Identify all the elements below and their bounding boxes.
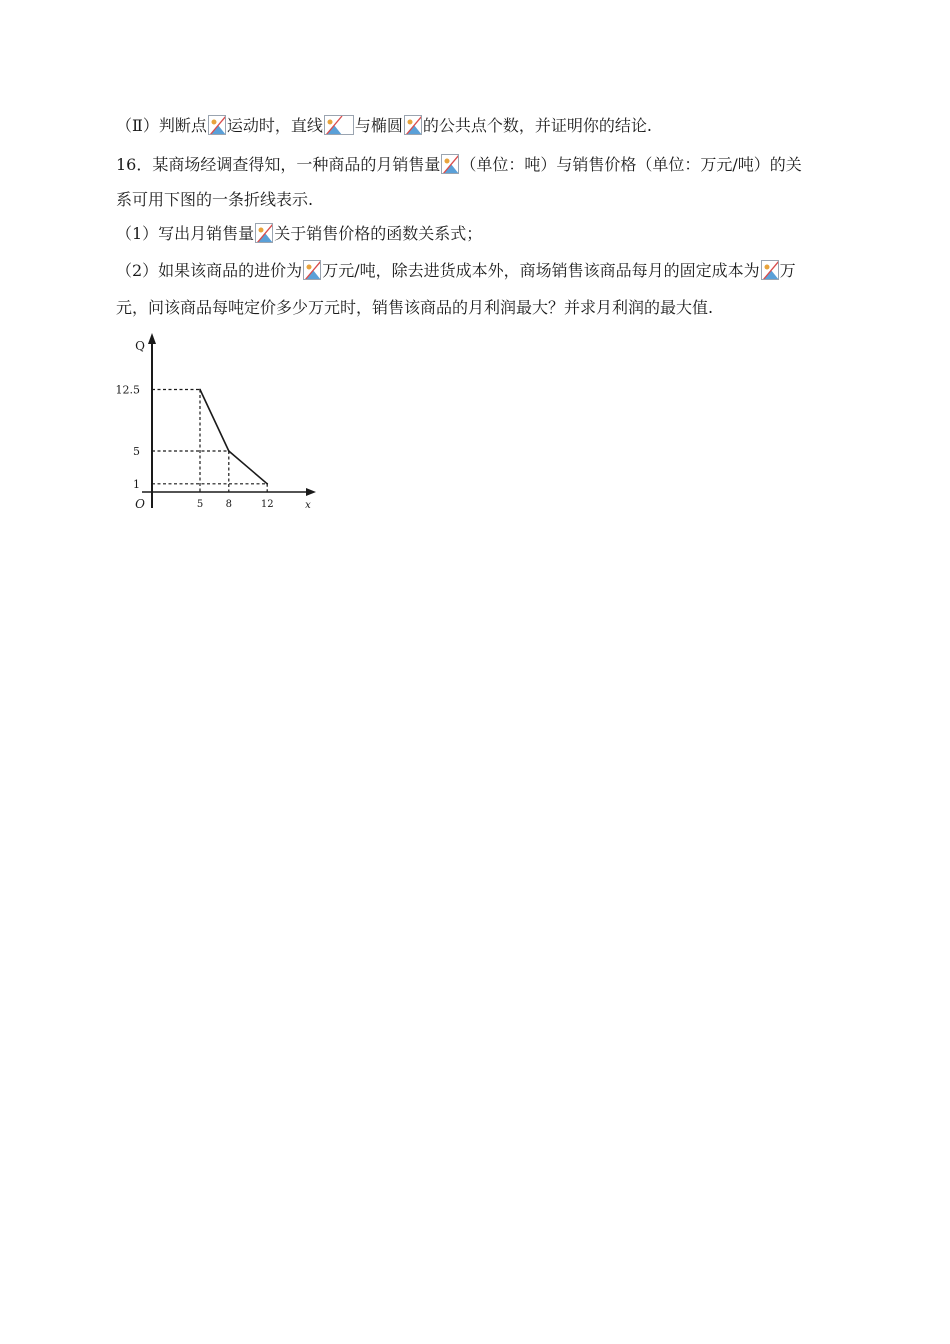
question-16-part-2 (116, 259, 796, 283)
x-axis-label: x (305, 500, 311, 511)
y-axis-label: Q (135, 339, 145, 353)
text-segment: 的公共点个数，并证明你的结论. (422, 116, 653, 135)
data-point (266, 483, 268, 485)
data-point (199, 389, 201, 391)
broken-image-icon (303, 260, 321, 280)
x-tick-label: 5 (196, 499, 204, 510)
origin-label: O (135, 497, 145, 511)
text-segment: （2）如果该商品的进价为 (116, 261, 303, 280)
text-segment: 关于销售价格的函数关系式； (274, 224, 483, 243)
y-tick-label: 1 (133, 477, 140, 491)
text-segment: 与椭圆 (354, 116, 403, 135)
question-16-stem (116, 153, 802, 177)
broken-image-icon (404, 115, 422, 135)
y-tick-label: 5 (133, 445, 140, 458)
text-segment: （单位：吨）与销售价格（单位：万元/吨）的关 (460, 155, 802, 174)
broken-image-icon (255, 223, 273, 243)
x-tick-label: 8 (225, 499, 232, 510)
text-segment: 元，问该商品每吨定价多少万元时，销售该商品的月利润最大？并求月利润的最大值. (116, 298, 714, 317)
sales-graph-svg (108, 330, 328, 520)
question-16-stem-cont (116, 188, 313, 212)
text-segment: （Ⅱ）判断点 (116, 116, 207, 135)
text-segment: 万元/吨，除去进货成本外，商场销售该商品每月的固定成本为 (322, 261, 760, 280)
text-segment: 万 (779, 261, 796, 280)
sales-graph (108, 330, 328, 520)
question-16-part-2-cont (116, 296, 713, 320)
broken-image-icon (441, 154, 459, 174)
data-segment (229, 451, 267, 484)
text-segment: 16．某商场经调查得知，一种商品的月销售量 (116, 155, 441, 174)
y-axis-arrow (148, 333, 156, 344)
question-16-part-1 (116, 222, 482, 246)
text-segment: （1）写出月销售量 (116, 224, 255, 243)
x-axis-arrow (306, 488, 316, 496)
broken-image-icon (761, 260, 779, 280)
x-tick-label: 12 (260, 499, 274, 510)
y-tick-label: 12.5 (115, 383, 140, 397)
text-segment: 运动时，直线 (226, 116, 323, 135)
question-15-part-2 (116, 114, 652, 138)
broken-image-icon (324, 115, 354, 135)
broken-image-icon (208, 115, 226, 135)
data-point (228, 450, 230, 452)
text-segment: 系可用下图的一条折线表示. (116, 190, 314, 209)
data-segment (200, 390, 229, 452)
